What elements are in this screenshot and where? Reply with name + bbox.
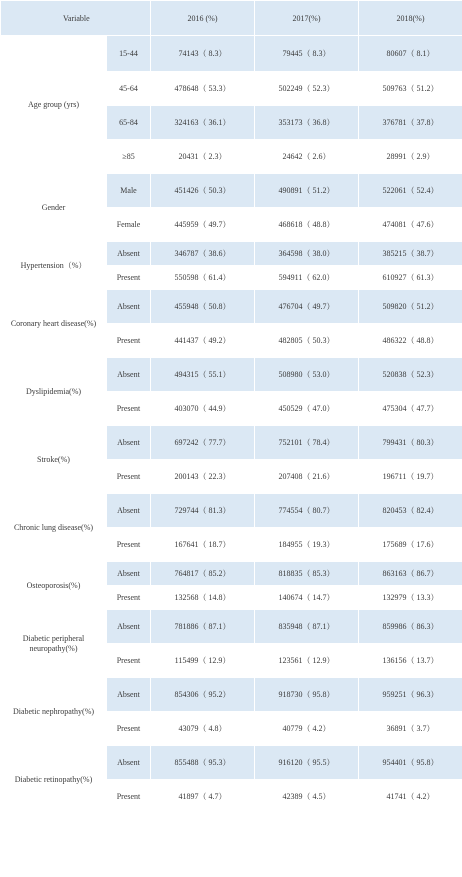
variable-label: Gender [1,174,107,242]
value-cell-2018: 36891（ 3.7） [359,712,462,746]
value-cell-2018: 522061（ 52.4） [359,174,462,208]
value-cell-2018: 136156（ 13.7） [359,644,462,678]
value-cell-2016: 132568（ 14.8） [151,586,255,610]
value-cell-2017: 835948（ 87.1） [255,610,359,644]
value-cell-2017: 40779（ 4.2） [255,712,359,746]
header-variable: Variable [1,1,151,36]
value-cell-2016: 441437（ 49.2） [151,324,255,358]
value-cell-2018: 799431（ 80.3） [359,426,462,460]
value-cell-2018: 28991（ 2.9） [359,140,462,174]
value-cell-2018: 80607（ 8.1） [359,36,462,72]
value-cell-2016: 455948（ 50.8） [151,290,255,324]
table-body [1,1,462,814]
subcategory-label: Absent [107,242,151,266]
value-cell-2016: 550598（ 61.4） [151,266,255,290]
variable-label: Hypertension（%） [1,242,107,290]
subcategory-label: Present [107,644,151,678]
variable-label: Age group (yrs) [1,36,107,174]
value-cell-2018: 959251（ 96.3） [359,678,462,712]
value-cell-2016: 854306（ 95.2） [151,678,255,712]
value-cell-2018: 475304（ 47.7） [359,392,462,426]
subcategory-label: Present [107,528,151,562]
value-cell-2016: 403070（ 44.9） [151,392,255,426]
value-cell-2018: 474081（ 47.6） [359,208,462,242]
subcategory-label: Present [107,324,151,358]
value-cell-2018: 954401（ 95.8） [359,746,462,780]
subcategory-label: Present [107,460,151,494]
subcategory-label: Present [107,712,151,746]
subcategory-label: Male [107,174,151,208]
subcategory-label: Absent [107,562,151,586]
value-cell-2016: 445959（ 49.7） [151,208,255,242]
subcategory-label: Absent [107,290,151,324]
value-cell-2016: 494315（ 55.1） [151,358,255,392]
value-cell-2017: 184955（ 19.3） [255,528,359,562]
value-cell-2018: 41741（ 4.2） [359,780,462,814]
value-cell-2018: 175689（ 17.6） [359,528,462,562]
variable-label: Diabetic nephropathy(%) [1,678,107,746]
value-cell-2018: 859986（ 86.3） [359,610,462,644]
table-row [1,610,462,644]
value-cell-2018: 509763（ 51.2） [359,72,462,106]
variable-label: Dyslipidemia(%) [1,358,107,426]
value-cell-2017: 490891（ 51.2） [255,174,359,208]
header-row [1,1,462,36]
value-cell-2016: 43079（ 4.8） [151,712,255,746]
value-cell-2017: 123561（ 12.9） [255,644,359,678]
header-year-2018: 2018(%) [359,1,462,36]
subcategory-label: Present [107,392,151,426]
value-cell-2016: 764817（ 85.2） [151,562,255,586]
subcategory-label: ≥85 [107,140,151,174]
value-cell-2018: 196711（ 19.7） [359,460,462,494]
value-cell-2016: 324163（ 36.1） [151,106,255,140]
table-row [1,36,462,72]
table-row [1,174,462,208]
value-cell-2016: 729744（ 81.3） [151,494,255,528]
table-row [1,494,462,528]
value-cell-2018: 132979（ 13.3） [359,586,462,610]
variable-label: Diabetic peripheral neuropathy(%) [1,610,107,678]
value-cell-2017: 818835（ 85.3） [255,562,359,586]
subcategory-label: Absent [107,678,151,712]
subcategory-label: Absent [107,746,151,780]
subcategory-label: 45-64 [107,72,151,106]
value-cell-2016: 781886（ 87.1） [151,610,255,644]
table-row [1,242,462,266]
value-cell-2018: 820453（ 82.4） [359,494,462,528]
value-cell-2018: 520838（ 52.3） [359,358,462,392]
value-cell-2016: 346787（ 38.6） [151,242,255,266]
value-cell-2018: 486322（ 48.8） [359,324,462,358]
value-cell-2016: 697242（ 77.7） [151,426,255,460]
value-cell-2018: 509820（ 51.2） [359,290,462,324]
value-cell-2017: 594911（ 62.0） [255,266,359,290]
value-cell-2016: 20431（ 2.3） [151,140,255,174]
table-row [1,358,462,392]
value-cell-2017: 476704（ 49.7） [255,290,359,324]
subcategory-label: Female [107,208,151,242]
value-cell-2017: 468618（ 48.8） [255,208,359,242]
subcategory-label: Absent [107,358,151,392]
value-cell-2017: 24642（ 2.6） [255,140,359,174]
value-cell-2018: 610927（ 61.3） [359,266,462,290]
value-cell-2017: 916120（ 95.5） [255,746,359,780]
subcategory-label: Present [107,586,151,610]
value-cell-2016: 41897（ 4.7） [151,780,255,814]
value-cell-2017: 140674（ 14.7） [255,586,359,610]
value-cell-2017: 450529（ 47.0） [255,392,359,426]
subcategory-label: Absent [107,426,151,460]
table-row [1,290,462,324]
value-cell-2016: 200143（ 22.3） [151,460,255,494]
value-cell-2017: 752101（ 78.4） [255,426,359,460]
variable-label: Osteoporosis(%) [1,562,107,610]
table-row [1,678,462,712]
header-year-2016: 2016 (%) [151,1,255,36]
table-row [1,562,462,586]
value-cell-2017: 482805（ 50.3） [255,324,359,358]
value-cell-2016: 855488（ 95.3） [151,746,255,780]
value-cell-2016: 451426（ 50.3） [151,174,255,208]
value-cell-2016: 115499（ 12.9） [151,644,255,678]
subcategory-label: Absent [107,610,151,644]
value-cell-2017: 353173（ 36.8） [255,106,359,140]
value-cell-2017: 207408（ 21.6） [255,460,359,494]
variable-label: Stroke(%) [1,426,107,494]
value-cell-2018: 863163（ 86.7） [359,562,462,586]
header-year-2017: 2017(%) [255,1,359,36]
value-cell-2017: 774554（ 80.7） [255,494,359,528]
value-cell-2016: 167641（ 18.7） [151,528,255,562]
value-cell-2017: 502249（ 52.3） [255,72,359,106]
value-cell-2017: 79445（ 8.3） [255,36,359,72]
value-cell-2017: 42389（ 4.5） [255,780,359,814]
subcategory-label: Present [107,266,151,290]
table-row [1,426,462,460]
subcategory-label: 65-84 [107,106,151,140]
value-cell-2017: 918730（ 95.8） [255,678,359,712]
variable-label: Diabetic retinopathy(%) [1,746,107,814]
table-row [1,746,462,780]
value-cell-2016: 478648（ 53.3） [151,72,255,106]
value-cell-2018: 376781（ 37.8） [359,106,462,140]
subcategory-label: Absent [107,494,151,528]
value-cell-2016: 74143（ 8.3） [151,36,255,72]
value-cell-2017: 364598（ 38.0） [255,242,359,266]
variable-label: Coronary heart disease(%) [1,290,107,358]
subcategory-label: 15-44 [107,36,151,72]
value-cell-2017: 508980（ 53.0） [255,358,359,392]
variable-label: Chronic lung disease(%) [1,494,107,562]
value-cell-2018: 385215（ 38.7） [359,242,462,266]
subcategory-label: Present [107,780,151,814]
